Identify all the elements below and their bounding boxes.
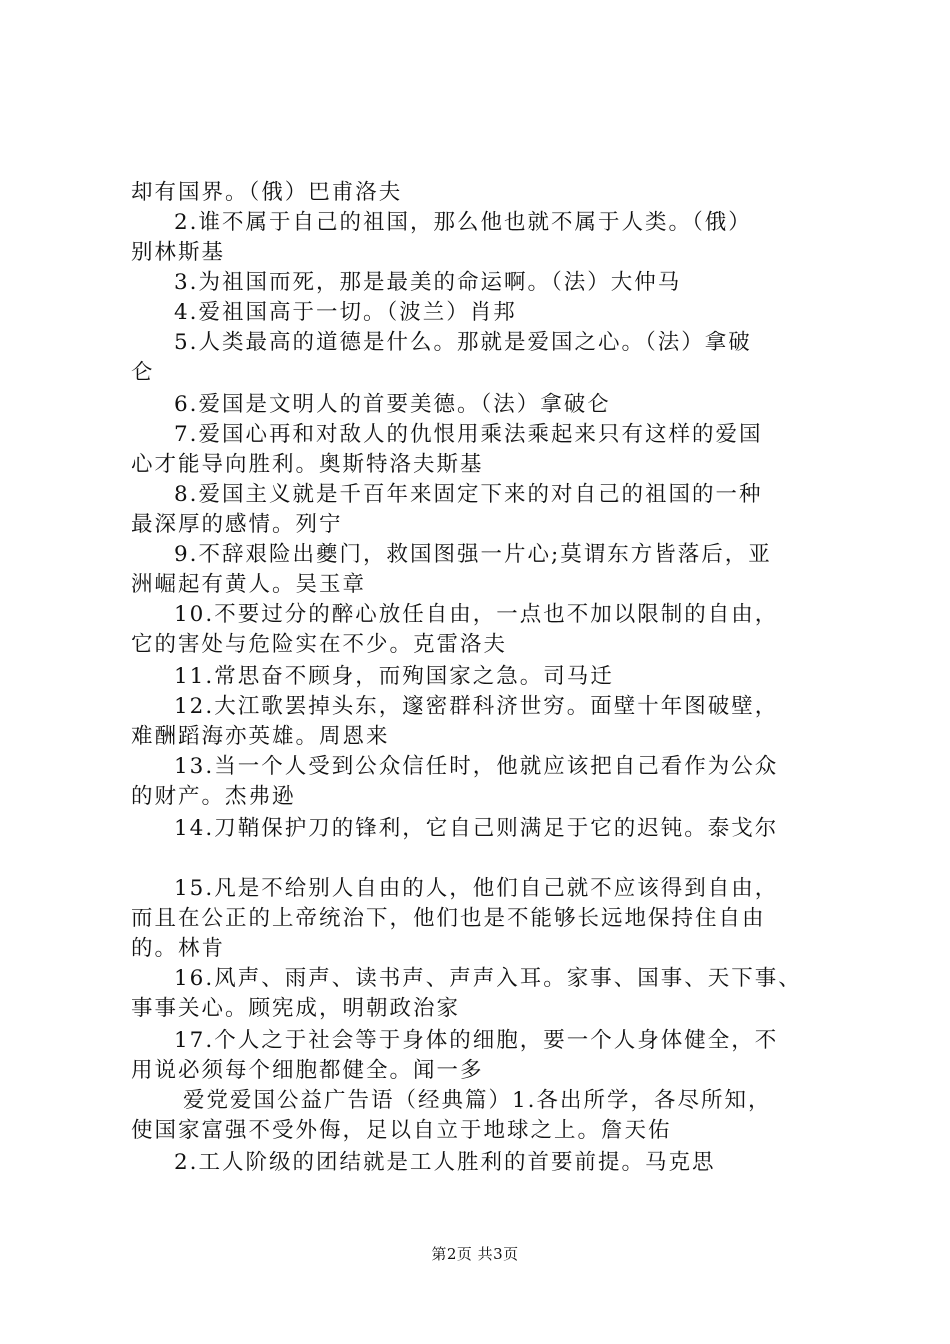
text-line: 却有国界。（俄）巴甫洛夫 — [131, 180, 403, 205]
text-line: 2.工人阶级的团结就是工人胜利的首要前提。马克思 — [174, 1150, 716, 1175]
text-line: 7.爱国心再和对敌人的仇恨用乘法乘起来只有这样的爱国 — [174, 422, 763, 447]
page-number: 第2页 共3页 — [431, 1245, 519, 1263]
text-line: 的财产。杰弗逊 — [131, 784, 296, 809]
text-line: 洲崛起有黄人。吴玉章 — [131, 572, 367, 597]
text-line: 5.人类最高的道德是什么。那就是爱国之心。（法）拿破 — [174, 330, 752, 355]
text-line: 12.大江歌罢掉头东，邃密群科济世穷。面壁十年图破壁， — [174, 694, 779, 719]
text-line: 事事关心。顾宪成，明朝政治家 — [131, 996, 461, 1021]
text-line: 14.刀鞘保护刀的锋利，它自己则满足于它的迟钝。泰戈尔 — [174, 816, 779, 841]
text-line: 3.为祖国而死，那是最美的命运啊。（法）大仲马 — [174, 270, 682, 295]
text-line: 13.当一个人受到公众信任时，他就应该把自己看作为公众 — [174, 754, 779, 779]
text-line: 9.不辞艰险出夔门，救国图强一片心;莫谓东方皆落后，亚 — [174, 542, 772, 567]
text-line: 11.常思奋不顾身，而殉国家之急。司马迁 — [174, 664, 614, 689]
text-line: 爱党爱国公益广告语（经典篇）1.各出所学，各尽所知， — [183, 1088, 772, 1113]
text-line: 的。林肯 — [131, 936, 226, 961]
text-line: 15.凡是不给别人自由的人，他们自己就不应该得到自由， — [174, 876, 779, 901]
text-line: 8.爱国主义就是千百年来固定下来的对自己的祖国的一种 — [174, 482, 763, 507]
text-line: 心才能导向胜利。奥斯特洛夫斯基 — [131, 452, 484, 477]
text-line: 使国家富强不受外侮，足以自立于地球之上。詹天佑 — [131, 1118, 672, 1143]
text-line: 用说必须每个细胞都健全。闻一多 — [131, 1058, 484, 1083]
text-line: 别林斯基 — [131, 240, 226, 265]
text-line: 难酬蹈海亦英雄。周恩来 — [131, 724, 390, 749]
text-line: 17.个人之于社会等于身体的细胞，要一个人身体健全，不 — [174, 1028, 779, 1053]
text-line: 16.风声、雨声、读书声、声声入耳。家事、国事、天下事、 — [174, 966, 802, 991]
text-line: 最深厚的感情。列宁 — [131, 512, 343, 537]
text-line: 它的害处与危险实在不少。克雷洛夫 — [131, 632, 508, 657]
text-line: 4.爱祖国高于一切。（波兰）肖邦 — [174, 300, 517, 325]
text-line: 2.谁不属于自己的祖国，那么他也就不属于人类。（俄） — [174, 210, 752, 235]
text-line: 10.不要过分的醉心放任自由，一点也不加以限制的自由， — [174, 602, 779, 627]
text-line: 仑 — [131, 360, 155, 385]
text-line: 而且在公正的上帝统治下，他们也是不能够长远地保持住自由 — [131, 906, 766, 931]
text-line: 6.爱国是文明人的首要美德。（法）拿破仑 — [174, 392, 611, 417]
